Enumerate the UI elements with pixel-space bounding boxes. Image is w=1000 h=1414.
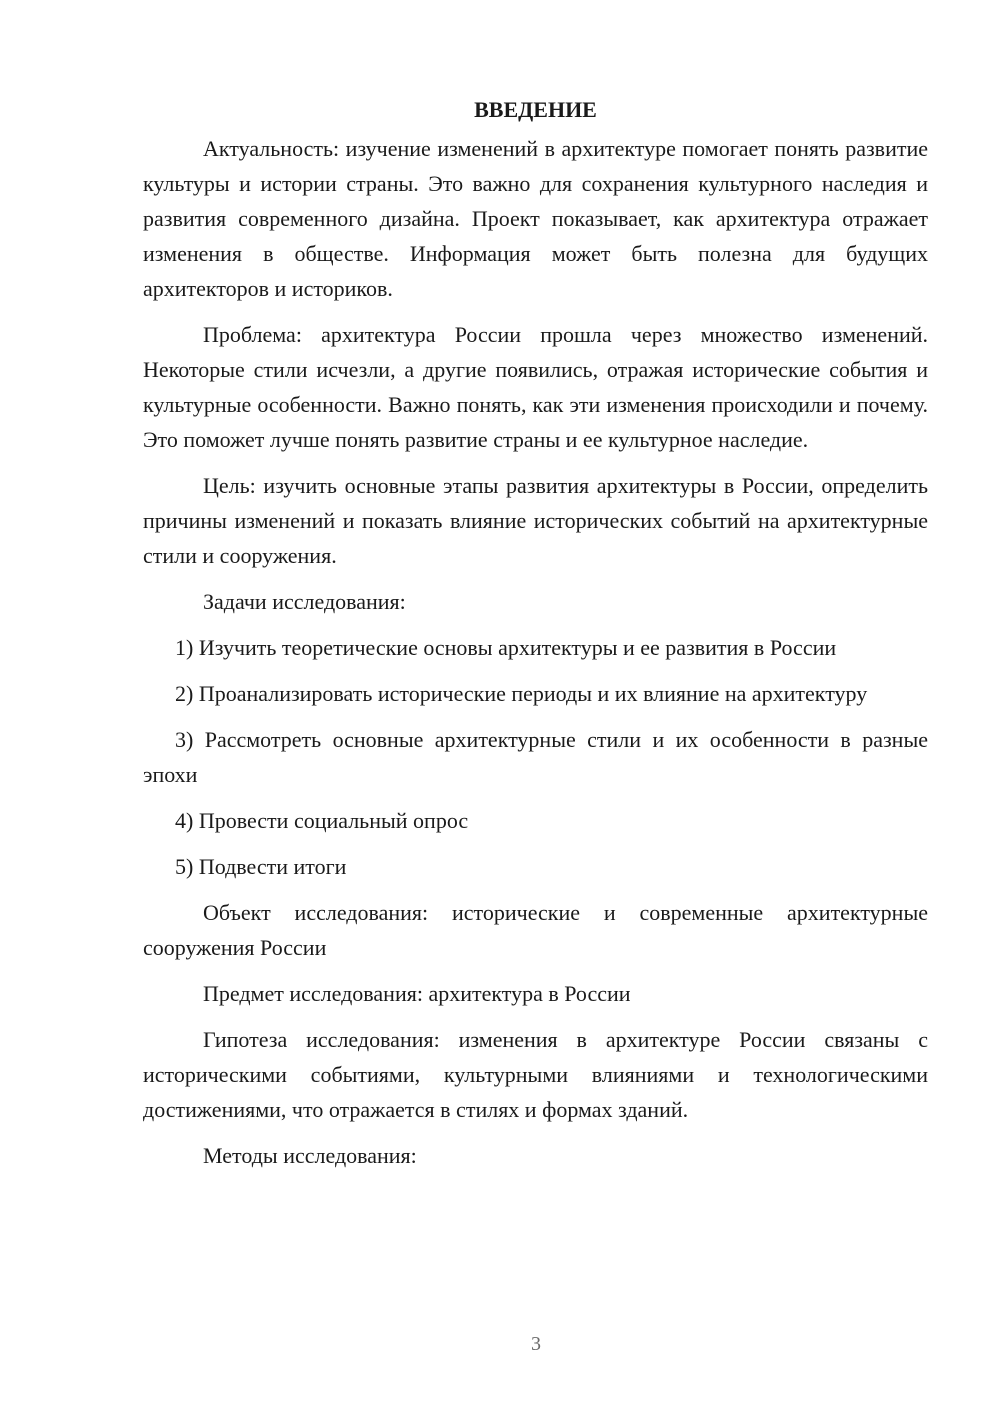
page-content [143,92,928,1184]
page-number: 3 [531,1333,541,1355]
paragraph-problem: Проблема: архитектура России прошла через множество изменений. Некоторые стили исчезли, а другие появились, отражая исторические события и культурные особенности. Важно понять, как эти изменения происходили и почему. Это поможет лучше понять развитие страны и ее культурное наследие. [143,322,928,452]
paragraph-relevance: Актуальность: изучение изменений в архитектуре помогает понять развитие культуры и истории страны. Это важно для сохранения культурного наследия и развития современного дизайна. Проект показывает, как архитектура отражает изменения в обществе. Информация может быть полезна для будущих архитекторов и историков. [143,136,928,301]
task-item-2: 2) Проанализировать исторические периоды и их влияние на архитектуру [175,681,868,706]
task-item-5: 5) Подвести итоги [175,854,347,879]
task-item-1: 1) Изучить теоретические основы архитектуры и ее развития в России [175,635,837,660]
task-item-3: 3) Рассмотреть основные архитектурные стили и их особенности в разные эпохи [143,727,928,787]
methods-heading: Методы исследования: [203,1143,417,1168]
paragraph-subject: Предмет исследования: архитектура в России [203,981,631,1006]
tasks-heading: Задачи исследования: [203,589,406,614]
paragraph-goal: Цель: изучить основные этапы развития архитектуры в России, определить причины изменений и показать влияние исторических событий на архитектурные стили и сооружения. [143,473,928,568]
task-item-4: 4) Провести социальный опрос [175,808,469,833]
paragraph-object: Объект исследования: исторические и современные архитектурные сооружения России [143,900,928,960]
page-title: ВВЕДЕНИЕ [474,97,597,122]
paragraph-hypothesis: Гипотеза исследования: изменения в архитектуре России связаны с историческими событиями, культурными влияниями и технологическими достижениями, что отражается в стилях и формах зданий. [143,1027,928,1122]
